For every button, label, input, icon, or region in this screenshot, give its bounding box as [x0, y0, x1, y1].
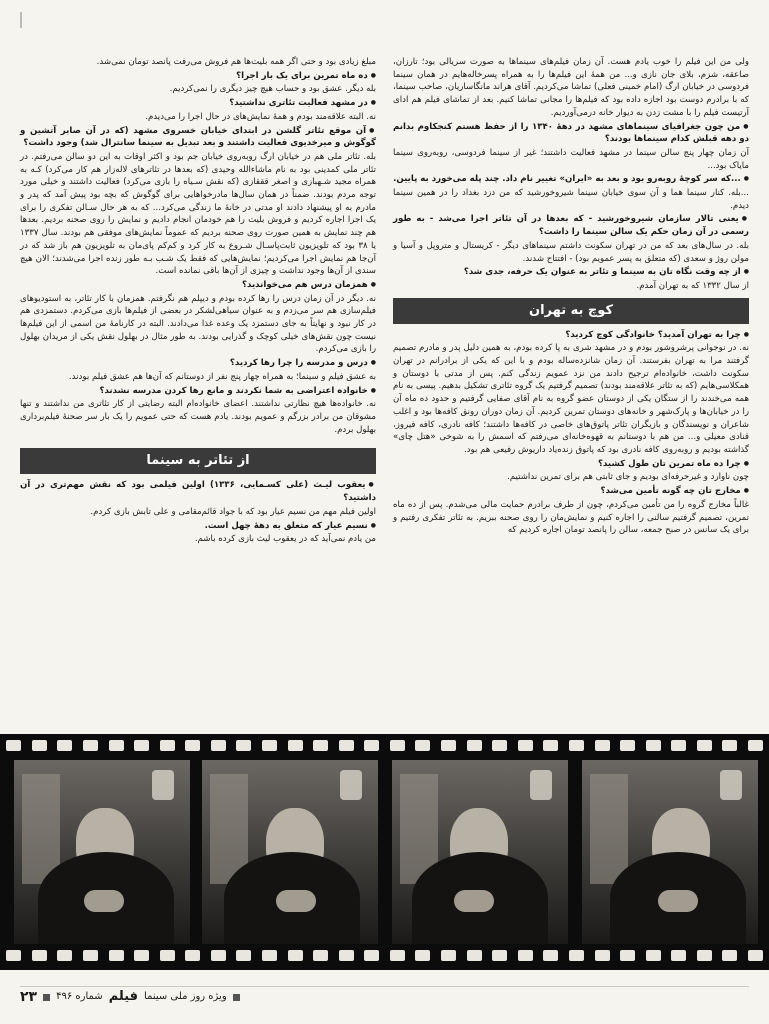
answer: من یادم نمی‌آید که در یعقوب لیث بازی کرده باشم. — [194, 534, 376, 545]
question: ● از چه وقت نگاه تان به سینما و تئاتر به عنوان یک حرفه، جدی شد؟ — [393, 266, 749, 279]
photo-frame — [14, 760, 190, 944]
film-sprocket-hole — [160, 950, 175, 961]
film-sprockets-bottom — [6, 950, 763, 964]
magazine-logo: فیلم — [108, 989, 139, 1004]
film-sprocket-hole — [697, 950, 712, 961]
answer: بله. در سال‌های بعد که من در تهران سکونت داشتم سینماهای دیگر - کریستال و متروپل و آسیا و مولن روژ و سعدی (که متعلق به پسر عمویم بود) - افتتاح شدند. — [393, 240, 749, 264]
film-sprocket-hole — [185, 740, 200, 751]
question: ● همزمان درس هم می‌خواندید؟ — [20, 279, 376, 292]
film-sprocket-hole — [748, 950, 763, 961]
film-sprocket-hole — [364, 740, 379, 751]
answer: بله. تئاتر ملی هم در خیابان ارگ روبه‌روی خیابان جم بود و اکثر اوقات به این دو سالن می‌رفتم. در تئاتر ملی کمدینی بود به نام ماشاءالله وحیدی (که بعدها در تئاترهای لاله‌زار هم کار می‌کرد) کـه به همراه مجید شـهبازی و اصغر قققازی (که نقش سـیاه را بازی می‌کرد) فعالیت داشتند و خیلی مورد توجه مردم بودند. ضمناً در همان سال‌ها مادرخواهایی برای گوگوش که بچه بود پیش آمد که پدر و مادرم به او پیشنهاد دادند او مدتی در خانهٔ ما زندگی می‌کرد... که به هر حال سـالن تفکری را برای یک اجرا اجاره کردیم و فروش بلیت را هم خودمان انجام دادیم و نمایش را روی صحنه بردیم. بعدها هم چند نمایش به همین صورت روی صحنه بردیم که عموماً نمایش‌های موفقی هم بودند. سال ۱۳۳۷ یا ۳۸ بود که تلویزیون ثابت‌پاسـال شـروع به کار کرد و کم‌کم پای‌مان به تلویزیون هم باز شد که در آن‌جا هم نمایش اجرا می‌کردیم؛ نمایش‌هایی که فقط یک شـب بـه طور زنده اجرا می‌شدند؛ الان هیچ سندی از آن‌ها وجود نداشت و چیزی از آن‌ها باقی نمانده است. — [20, 151, 376, 277]
film-sprocket-hole — [595, 740, 610, 751]
film-sprocket-hole — [32, 740, 47, 751]
film-sprocket-hole — [339, 740, 354, 751]
question: ● ...که سر کوچهٔ روبه‌رو بود و بعد به «ایران» تغییر نام داد. چند پله می‌خورد به پایین. — [393, 173, 749, 186]
answer: نه. دیگر در آن زمان درس را رها کرده بودم و دیپلم هم نگرفتم. همزمان با کار تئاتر، به استودیوهای فیلم‌سازی هم سر می‌زدم و به عنوان سیاهی‌لشکر در بعضی از فیلم‌ها بازی می‌کردم. دستمزدی هم در کار نبود و نهایتاً به جای دستمزد یک وعده غذا می‌دادند. البته در کارنامهٔ من اسمی از این فیلم‌ها نیست چون نقش‌های خیلی کوچک و گذرایی بودند. به طور مثال در بهلول نقش یکی از مریدان بهلول را بازی می‌کردم. — [20, 293, 376, 355]
question: ● ده ماه تمرین برای یک بار اجرا؟ — [20, 70, 376, 83]
answer: آن زمان چهار پنج سالن سینما در مشهد فعالیت داشتند؛ غیر از سینما فردوسی، روبه‌روی سینما مایاک بود... — [393, 147, 749, 171]
film-sprocket-hole — [109, 950, 124, 961]
page-number: ۲۳ — [20, 989, 38, 1005]
film-sprocket-hole — [748, 740, 763, 751]
square-bullet-icon — [43, 994, 50, 1001]
question: ● آن موقع تئاتر گلشن در ابتدای خیابان خسروی مشهد (که در آن صابر آتشین و گوگوش و میرخدیوی فعالیت داشتند و بعد تبدیل به سینما سانترال شد) وجود داشت؟ — [20, 125, 376, 150]
answer: نه. البته علاقه‌مند بودم و همهٔ نمایش‌های در حال اجرا را می‌دیدم. — [145, 111, 376, 122]
film-sprocket-hole — [109, 740, 124, 751]
film-sprocket-hole — [646, 950, 661, 961]
section-heading: کوچ به تهران — [393, 298, 749, 324]
film-sprocket-hole — [390, 950, 405, 961]
answer: به عشق فیلم و سینما؛ به همراه چهار پنج نفر از دوستانم که آن‌ها هم عشق فیلم بودند. — [68, 371, 376, 382]
answer: نه. خانواده‌ها هیچ نظارتی نداشتند. اعضای خانواده‌ام البته رضایتی از کار تئاتری من نداشتند و تنها مشوقان من برادر بزرگم و عمویم بودند. یادم هست که حتی عمویم را یک بار سر صحنهٔ فیلم‌برداری بهلول بردم. — [20, 399, 376, 435]
film-sprocket-hole — [83, 950, 98, 961]
footer-special: ویژه روز ملی سینما — [144, 991, 227, 1002]
question: ● در مشهد فعالیت تئاتری نداشتید؟ — [20, 97, 376, 110]
film-sprocket-hole — [83, 740, 98, 751]
film-sprocket-hole — [288, 740, 303, 751]
answer: ...بله. کنار سینما هما و آن سوی خیابان سینما شیروخورشید که من دزد بغداد را در همین سینما دیدم. — [393, 188, 749, 211]
film-sprocket-hole — [134, 950, 149, 961]
film-strip-photos — [0, 734, 769, 970]
film-sprocket-hole — [57, 950, 72, 961]
film-sprocket-hole — [569, 740, 584, 751]
page-footer — [20, 986, 749, 1007]
film-sprocket-hole — [313, 740, 328, 751]
question: ● یعقوب لیـث (علی کسـمایی، ۱۳۳۶) اولین فیلمی بود که نقش مهم‌تری در آن داشتید؟ — [20, 479, 376, 504]
photo-frame — [582, 760, 758, 944]
film-sprocket-hole — [492, 740, 507, 751]
film-sprocket-hole — [646, 740, 661, 751]
film-sprocket-hole — [57, 740, 72, 751]
photo-frame — [392, 760, 568, 944]
film-sprocket-hole — [722, 740, 737, 751]
film-sprocket-hole — [134, 740, 149, 751]
film-sprocket-hole — [492, 950, 507, 961]
film-sprocket-hole — [6, 740, 21, 751]
film-sprocket-hole — [6, 950, 21, 961]
film-sprocket-hole — [543, 740, 558, 751]
film-sprocket-hole — [364, 950, 379, 961]
film-sprocket-hole — [211, 740, 226, 751]
film-sprocket-hole — [288, 950, 303, 961]
film-sprockets-top — [6, 740, 763, 754]
section-heading: از تئاتر به سینما — [20, 448, 376, 474]
answer: بله دیگر. عشق بود و حساب هیچ چیز دیگری را نمی‌کردیم. — [169, 84, 376, 95]
footer-issue: شماره ۴۹۶ — [56, 991, 103, 1002]
film-sprocket-hole — [671, 740, 686, 751]
film-sprocket-hole — [262, 740, 277, 751]
film-sprocket-hole — [211, 950, 226, 961]
film-sprocket-hole — [543, 950, 558, 961]
square-bullet-icon — [233, 994, 240, 1001]
question: ● مخارج تان چه گونه تأمین می‌شد؟ — [393, 485, 749, 498]
film-sprocket-hole — [236, 950, 251, 961]
film-sprocket-hole — [339, 950, 354, 961]
right-column — [393, 56, 749, 538]
answer: چون ناوارد و غیرحرفه‌ای بودیم و جای ثابتی هم برای تمرین نداشتیم. — [507, 472, 749, 483]
question: ● یعنی تالار سازمان شیروخورشید - که بعدها در آن تئاتر اجرا می‌شد - به طور رسمی در آن زمان حکم یک سالن سینما را داشت؟ — [393, 213, 749, 238]
question: ● من چون جغرافیای سینماهای مشهد در دههٔ ۱۳۴۰ را از حفظ هستم کنجکاوم بدانم دو دهه قبلش کدام سینماها بودند؟ — [393, 121, 749, 146]
answer: نه. در نوجوانی پرشروشور بودم و در مشهد شری به پا کرده بودم، به همین دلیل پدر و مادرم تصمیم گرفتند مرا به تهران بفرستند. آن زمان شانزده‌ساله بودم و با این که یکی از برادرانم در تهران سکونت داشت، خانواده‌ام ترجیح دادند من نزد عمویم زندگی کنم. پس از مدتی با دوستان و همکلاسی‌هایم (که به تئاتر علاقه‌مند بودند) تصمیم گرفتیم یک گروه تئاتری تشکیل بدهیم. پیسی به نام همه می‌خندند را از ستگان یکی از دوستان عضو گروه به نام آقای صفایی گرفتیم و حدود ده ماه آن را در خیابان‌ها و پارک‌شهر و خانه‌های دوستان تمرین کردیم. آن زمان دوران رونق کافه‌ها بود و اغلب شاعران و نویسندگان و بازیگران تئاتر پاتوق‌های خاصی در کافه‌ها داشتند؛ کافه نادری، کافه فیروز، قنادی معیلی و... من هم با دوستانم به قهوه‌خانه‌ای می‌رفتم که اسمش را به شوخی «هتل چای» گذاشته بودیم و روبه‌روی کافه نادری بود که پاتوق زنده‌یاد داریوش رفیعی هم بود. — [393, 343, 749, 455]
film-sprocket-hole — [467, 740, 482, 751]
film-sprocket-hole — [415, 740, 430, 751]
film-sprocket-hole — [620, 950, 635, 961]
film-sprocket-hole — [697, 740, 712, 751]
page-corner-mark — [20, 12, 36, 28]
film-sprocket-hole — [518, 740, 533, 751]
film-sprocket-hole — [620, 740, 635, 751]
film-sprocket-hole — [390, 740, 405, 751]
question: ● چرا ده ماه تمرین تان طول کشید؟ — [393, 458, 749, 471]
film-sprocket-hole — [415, 950, 430, 961]
question: ● خانواده اعتراضی به شما نکردند و مانع رها کردن مدرسه نشدند؟ — [20, 385, 376, 398]
film-sprocket-hole — [595, 950, 610, 961]
film-sprocket-hole — [441, 740, 456, 751]
question: ● نسیم عیار که متعلق به دههٔ چهل است. — [20, 520, 376, 533]
left-column — [20, 56, 376, 547]
answer: از سال ۱۳۳۲ که به تهران آمدم. — [636, 280, 749, 291]
film-sprocket-hole — [518, 950, 533, 961]
film-sprocket-hole — [441, 950, 456, 961]
film-sprocket-hole — [185, 950, 200, 961]
film-sprocket-hole — [722, 950, 737, 961]
film-sprocket-hole — [160, 740, 175, 751]
film-sprocket-hole — [467, 950, 482, 961]
film-sprocket-hole — [236, 740, 251, 751]
film-sprocket-hole — [569, 950, 584, 961]
question: ● درس و مدرسه را چرا رها کردید؟ — [20, 357, 376, 370]
paragraph: ولی من این فیلم را خوب یادم هست. آن زمان فیلم‌های سینماها به صورت سریالی بود؛ تارزان، صاعقه، شزم، بلای جان نازی و... من همهٔ این فیلم‌ها را به همراه پسرخاله‌هایم در همان سینما فردوسی در خیابان ارگ (امام خمینی فعلی) تماشا می‌کردیم. آقای هراند مانگاساریان، صاحب سینما، که با برادرم دوست بود اجازه داده بود که فیلم‌ها را مجانی تماشا کنیم. بعد از تماشای فیلم هم ادای آرتیست فیلم را با مشت زدن به دیوار خانه درمی‌آوردیم. — [393, 57, 749, 118]
question: ● چرا به تهران آمدید؟ خانوادگی کوچ کردید؟ — [393, 329, 749, 342]
answer: اولین فیلم مهم من نسیم عیار بود که با جواد قائم‌مقامی و علی تابش بازی کردم. — [90, 506, 376, 517]
film-sprocket-hole — [32, 950, 47, 961]
answer: غالباً مخارج گروه را من تأمین می‌کردم، چون از طرف برادرم حمایت مالی می‌شدم. پس از ده ماه تمرین، تصمیم گرفتیم سالنی را اجاره کنیم و نمایش‌مان را روی صحنه ببریم. به تئاتر تفکری رفتیم و برای یک سانس در صبح جمعه، سالن را پانصد تومان اجاره کردیم که — [393, 499, 749, 536]
film-sprocket-hole — [671, 950, 686, 961]
film-sprocket-hole — [313, 950, 328, 961]
photo-frame — [202, 760, 378, 944]
paragraph: مبلغ زیادی بود و حتی اگر همه بلیت‌ها هم فروش می‌رفت پانصد تومان نمی‌شد. — [96, 57, 376, 67]
film-sprocket-hole — [262, 950, 277, 961]
